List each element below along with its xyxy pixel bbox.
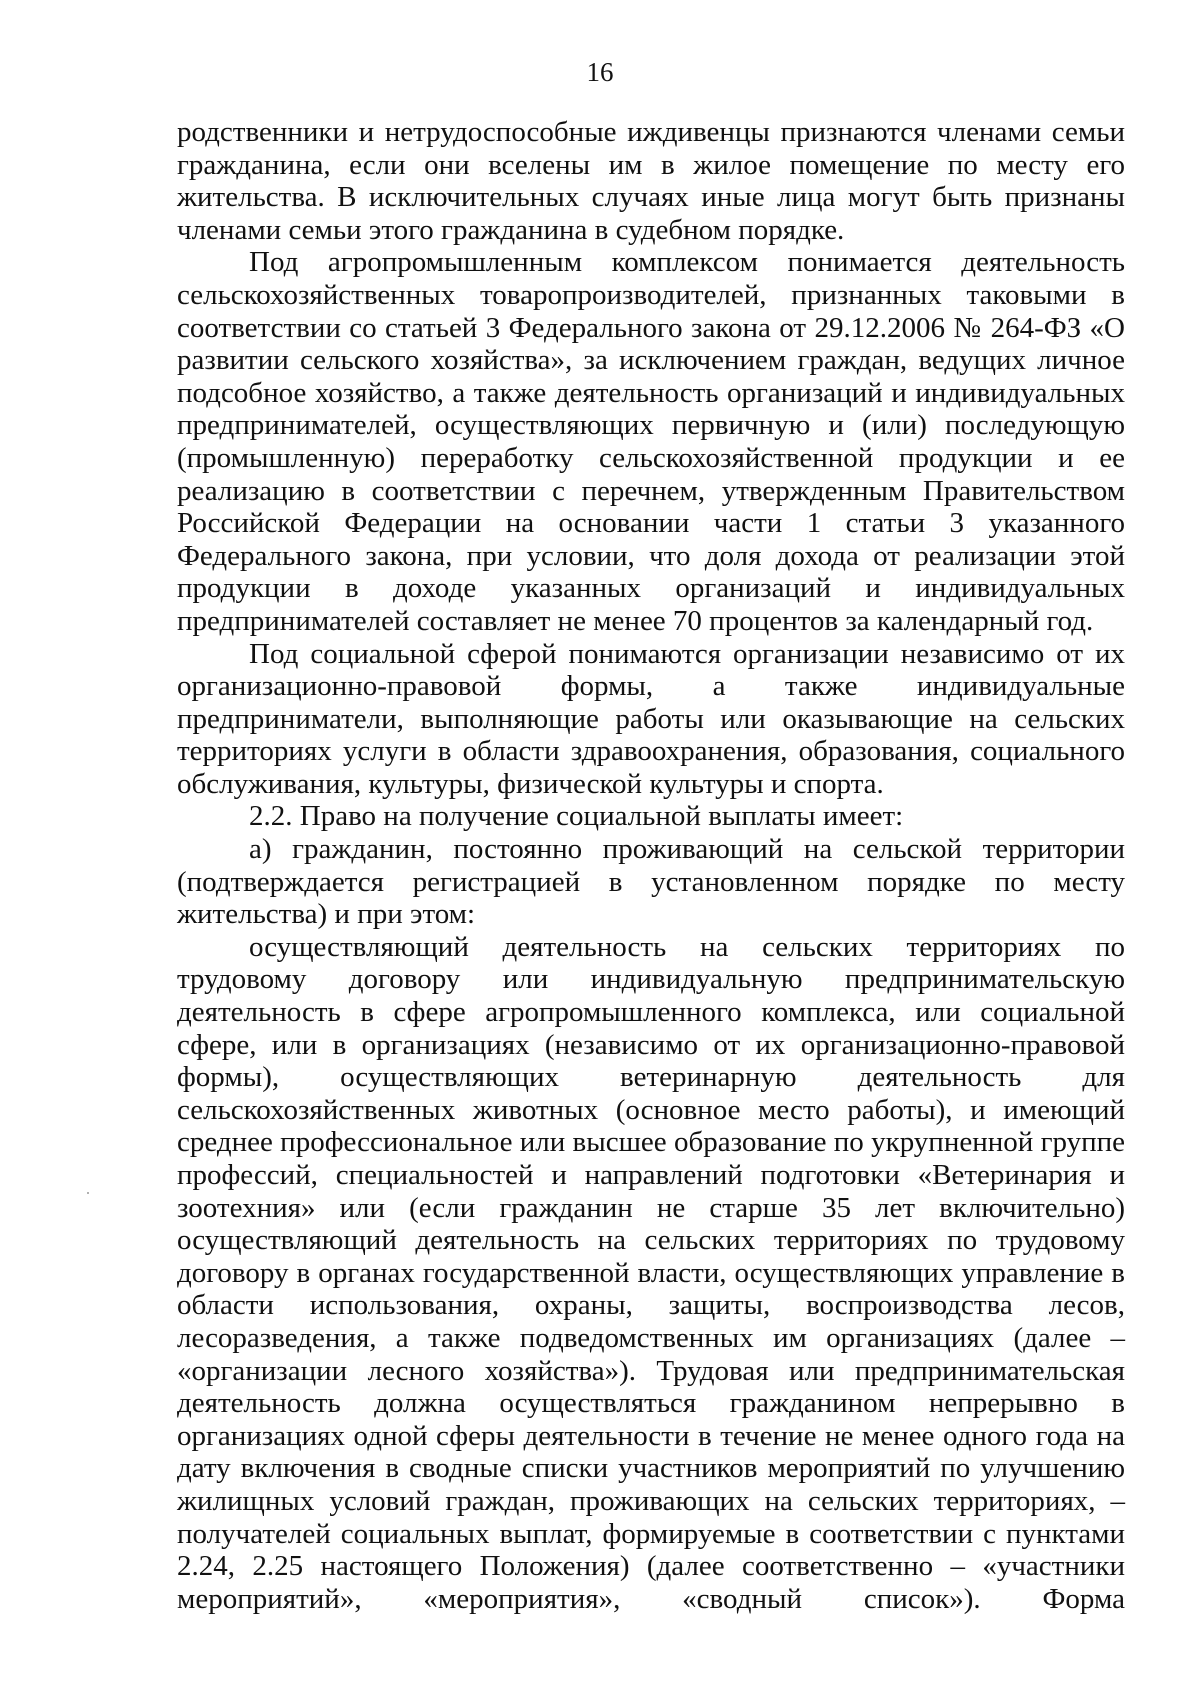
paragraph-family-members: родственники и нетрудоспособные иждивенцы признаются членами семьи гражданина, если они вселены им в жилое помещение по месту его жительства. В исключительных случаях иные лица могут быть признаны членами семьи этого гражданина в судебном порядке. bbox=[177, 116, 1125, 246]
paragraph-activity-conditions: осуществляющий деятельность на сельских территориях по трудовому договору или индивидуальную предпринимательскую деятельность в сфере агропромышленного комплекса, или социальной сфере, или в организациях (независимо от их организационно-правовой формы), осуществляющих ветеринарную деятельность для сельскохозяйственных животных (основное место работы), и имеющий среднее профессиональное или высшее образование по укрупненной группе профессий, специальностей и направлений подготовки «Ветеринария и зоотехния» или (если гражданин не старше 35 лет включительно) осуществляющий деятельность на сельских территориях по трудовому договору в органах государственной власти, осуществляющих управление в области использования, охраны, защиты, воспроизводства лесов, лесоразведения, а также подведомственных им организациях (далее – «организации лесного хозяйства»). Трудовая или предпринимательская деятельность должна осуществляться гражданином непрерывно в организациях одной сферы деятельности в течение не менее одного года на дату включения в сводные списки участников мероприятий по улучшению жилищных условий граждан, проживающих на сельских территориях, – получателей социальных выплат, формируемые в соответствии с пунктами 2.24, 2.25 настоящего Положения) (далее соответственно – «участники мероприятий», «мероприятия», «сводный список»). Форма bbox=[177, 930, 1125, 1615]
paragraph-agro-complex: Под агропромышленным комплексом понимается деятельность сельскохозяйственных товаропроизводителей, признанных таковыми в соответствии со статьей 3 Федерального закона от 29.12.2006 № 264-ФЗ «О развитии сельского хозяйства», за исключением граждан, ведущих личное подсобное хозяйство, а также деятельность организаций и индивидуальных предпринимателей, осуществляющих первичную и (или) последующую (промышленную) переработку сельскохозяйственной продукции и ее реализацию в соответствии с перечнем, утвержденным Правительством Российской Федерации на основании части 1 статьи 3 указанного Федерального закона, при условии, что доля дохода от реализации этой продукции в доходе указанных организаций и индивидуальных предпринимателей составляет не менее 70 процентов за календарный год. bbox=[177, 246, 1125, 637]
scan-speck bbox=[87, 1192, 89, 1194]
document-body bbox=[177, 116, 1125, 1615]
page-number: 16 bbox=[586, 57, 614, 87]
paragraph-item-a: а) гражданин, постоянно проживающий на сельской территории (подтверждается регистрацией в установленном порядке по месту жительства) и при этом: bbox=[177, 833, 1125, 931]
paragraph-social-sphere: Под социальной сферой понимаются организации независимо от их организационно-правовой формы, а также индивидуальные предприниматели, выполняющие работы или оказывающие на сельских территориях услуги в области здравоохранения, образования, социального обслуживания, культуры, физической культуры и спорта. bbox=[177, 637, 1125, 800]
paragraph-section-2-2: 2.2. Право на получение социальной выплаты имеет: bbox=[249, 800, 904, 833]
